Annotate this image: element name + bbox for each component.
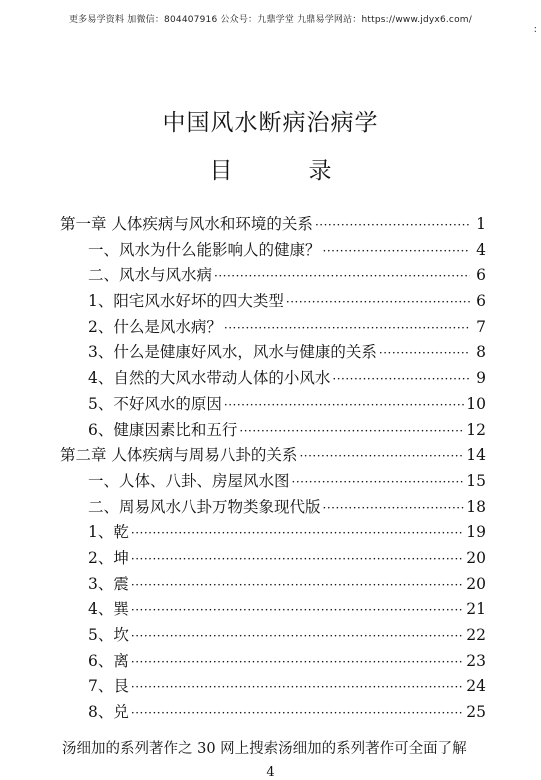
toc-entry-page: 10 [466, 394, 486, 413]
toc-entry-page: 23 [466, 651, 486, 670]
toc-entry [60, 469, 486, 495]
toc-entry [60, 289, 486, 315]
toc-leader-dots [315, 218, 470, 232]
page-header: 更多易学资料 加微信：804407916 公众号：九鼎学堂 九鼎易学网站：https://www.jdyx6.com/ [68, 15, 472, 25]
toc-entry-label: 一、人体、八卦、房屋风水图 [88, 471, 290, 490]
toc-entry-page: 19 [466, 523, 486, 542]
toc-entry [60, 418, 486, 444]
toc-entry [60, 597, 486, 623]
toc-entry-page: 8 [476, 343, 486, 362]
contents-heading-char: 目 [209, 158, 233, 184]
toc-entry [60, 366, 486, 392]
table-of-contents [60, 212, 486, 726]
toc-entry [60, 700, 486, 726]
toc-entry-page: 9 [476, 369, 486, 388]
toc-entry-label: 6、离 [88, 651, 129, 670]
toc-entry-page: 1 [476, 215, 486, 233]
toc-entry-label: 2、什么是风水病？ [88, 317, 222, 336]
toc-leader-dots [224, 398, 464, 412]
toc-leader-dots [131, 578, 464, 592]
toc-entry-page: 15 [466, 471, 486, 490]
toc-leader-dots [214, 269, 470, 283]
toc-entry-label: 4、自然的大风水带动人体的小风水 [88, 369, 331, 388]
toc-leader-dots [131, 655, 464, 669]
toc-entry-page: 25 [466, 703, 486, 722]
toc-leader-dots [131, 629, 464, 643]
toc-entry-label: 一、风水为什么能影响人的健康？ [88, 240, 321, 259]
toc-leader-dots [332, 372, 470, 386]
book-title: 中国风水断病治病学 [162, 110, 379, 136]
toc-entry [60, 212, 486, 238]
toc-entry-label: 二、周易风水八卦万物类象现代版 [88, 497, 321, 516]
toc-entry [60, 238, 486, 264]
toc-entry-page: 4 [476, 240, 486, 259]
toc-entry [60, 443, 486, 469]
toc-entry-label: 5、坎 [88, 626, 129, 644]
toc-entry-page: 7 [476, 317, 486, 336]
toc-leader-dots [239, 424, 464, 438]
toc-leader-dots [323, 244, 470, 258]
toc-entry-page: 6 [476, 292, 486, 311]
toc-entry-label: 8、兑 [88, 703, 129, 722]
toc-entry-page: 20 [466, 548, 486, 567]
toc-entry-label: 第一章 人体疾病与风水和环境的关系 [60, 215, 313, 233]
toc-entry-page: 14 [466, 446, 486, 465]
toc-entry [60, 520, 486, 546]
toc-leader-dots [131, 526, 464, 540]
toc-entry [60, 315, 486, 341]
toc-entry-page: 18 [466, 497, 486, 516]
toc-entry-label: 1、乾 [88, 523, 129, 542]
contents-heading-char: 录 [308, 158, 332, 184]
toc-entry [60, 263, 486, 289]
toc-entry-label: 3、震 [88, 574, 129, 593]
toc-entry-page: 20 [466, 574, 486, 593]
toc-leader-dots [379, 346, 470, 360]
toc-entry [60, 572, 486, 598]
toc-entry-page: 22 [466, 626, 486, 644]
toc-entry-label: 二、风水与风水病 [88, 266, 213, 285]
toc-entry-label: 6、健康因素比和五行 [88, 420, 238, 439]
toc-entry [60, 340, 486, 366]
toc-entry [60, 495, 486, 521]
toc-entry-label: 第二章 人体疾病与周易八卦的关系 [60, 446, 298, 465]
toc-entry-label: 4、巽 [88, 600, 129, 619]
toc-entry-page: 21 [466, 600, 486, 619]
toc-entry-label: 7、艮 [88, 677, 129, 696]
toc-leader-dots [131, 680, 464, 694]
toc-leader-dots [299, 449, 464, 463]
toc-entry-page: 12 [466, 420, 486, 439]
toc-leader-dots [323, 501, 465, 515]
toc-leader-dots [131, 552, 464, 566]
contents-heading [0, 152, 541, 185]
toc-leader-dots [131, 603, 464, 617]
toc-leader-dots [224, 321, 470, 335]
toc-entry [60, 546, 486, 572]
page-number: 4 [266, 765, 275, 780]
toc-entry [60, 674, 486, 700]
toc-leader-dots [292, 475, 465, 489]
toc-leader-dots [131, 706, 464, 720]
footer-note: 汤细加的系列著作之 30 网上搜索汤细加的系列著作可全面了解 [62, 741, 467, 757]
toc-entry [60, 623, 486, 649]
toc-entry [60, 649, 486, 675]
toc-entry-page: 6 [476, 266, 486, 285]
toc-entry-label: 1、阳宅风水好坏的四大类型 [88, 292, 284, 311]
toc-entry-label: 5、不好风水的原因 [88, 394, 222, 413]
margin-mark: : [533, 24, 537, 35]
toc-entry [60, 392, 486, 418]
toc-leader-dots [286, 295, 470, 309]
toc-entry-label: 3、什么是健康好风水，风水与健康的关系 [88, 343, 377, 362]
toc-entry-page: 24 [466, 677, 486, 696]
toc-entry-label: 2、坤 [88, 548, 129, 567]
